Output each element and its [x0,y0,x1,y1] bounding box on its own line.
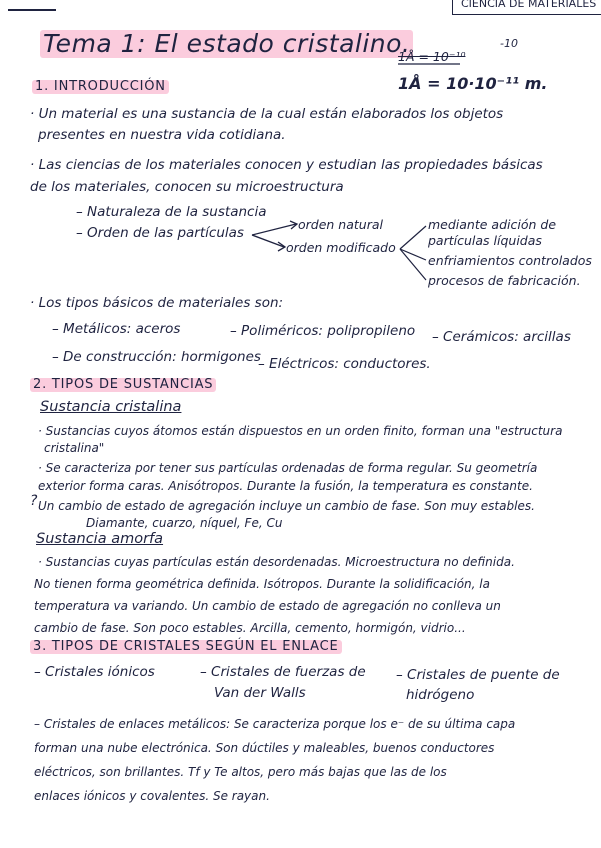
method-item: partículas líquidas [428,233,542,248]
material-type-electricos: – Eléctricos: conductores. [258,356,431,372]
crystal-type-ionicos: – Cristales iónicos [34,664,155,680]
section-heading-introduccion: 1. INTRODUCCIÓN [32,80,169,94]
formula-superscript: -10 [500,37,518,50]
page-title: Tema 1: El estado cristalino. [40,30,413,58]
intro-paragraph-line: presentes en nuestra vida cotidiana. [38,127,286,143]
method-item: enfriamientos controlados [428,253,592,268]
intro-paragraph-line: · Un material es una sustancia de la cual están elaborados los objetos [30,106,504,122]
section-heading-tipos-sustancias: 2. TIPOS DE SUSTANCIAS [30,378,216,392]
amorph-paragraph-line: · Sustancias cuyas partículas están desordenadas. Microestructura no definida. [38,555,515,569]
crystal-type-van-der-walls-line2: Van der Walls [214,685,306,701]
material-type-ceramicos: – Cerámicos: arcillas [432,329,571,345]
formula-main: 1Å = 10·10⁻¹¹ m. [398,74,548,93]
material-types-intro: · Los tipos básicos de materiales son: [30,295,284,311]
list-item-naturaleza: – Naturaleza de la sustancia [76,204,267,220]
top-left-stroke [8,9,56,11]
arrow-to-method-3 [400,249,426,280]
arrow-to-order-modified [252,235,284,247]
crystal-examples: Diamante, cuarzo, níquel, Fe, Cu [86,516,283,530]
crystal-paragraph-line: · Sustancias cuyos átomos están dispuestos en un orden finito, forman una "estructura [38,424,563,438]
arrow-head [278,242,285,251]
subheading-sustancia-amorfa: Sustancia amorfa [36,531,164,547]
metal-paragraph-line: enlaces iónicos y covalentes. Se rayan. [34,789,270,803]
section-heading-tipos-cristales: 3. TIPOS DE CRISTALES SEGÚN EL ENLACE [30,640,342,654]
arrow-head [290,221,297,229]
amorph-paragraph-line: cambio de fase. Son poco estables. Arcilla, cemento, hormigón, vidrio... [34,621,466,635]
subject-label: CIENCIA DE MATERIALES [461,0,597,10]
crystal-paragraph-line: Un cambio de estado de agregación incluye un cambio de fase. Son muy estables. [38,499,535,513]
crystal-paragraph-line: · Se caracteriza por tener sus partículas ordenadas de forma regular. Su geometría [38,461,538,475]
subject-label-box [452,0,601,15]
crystal-type-puente-hidrogeno-line2: hidrógeno [406,687,475,703]
order-natural-label: orden natural [298,217,383,232]
crystal-type-puente-hidrogeno: – Cristales de puente de [396,667,560,683]
margin-question-mark: ? [30,493,38,509]
amorph-paragraph-line: temperatura va variando. Un cambio de estado de agregación no conlleva un [34,599,501,613]
arrow-to-method-2 [400,249,426,260]
intro-paragraph-line: · Las ciencias de los materiales conocen y estudian las propiedades básicas [30,157,543,173]
material-type-polimericos: – Poliméricos: polipropileno [230,323,416,339]
list-item-orden: – Orden de las partículas [76,225,244,241]
arrow-to-method-1 [400,226,426,249]
intro-paragraph-line: de los materiales, conocen su microestructura [30,179,344,195]
method-item: mediante adición de [428,217,557,232]
material-type-construccion: – De construcción: hormigones [52,349,261,365]
metal-paragraph-line: forman una nube electrónica. Son dúctiles y maleables, buenos conductores [34,741,495,755]
arrow-to-order-natural [252,224,296,235]
subheading-sustancia-cristalina: Sustancia cristalina [40,399,182,415]
crystal-paragraph-line: exterior forma caras. Anisótropos. Durante la fusión, la temperatura es constante. [38,479,533,493]
metal-paragraph-line: eléctricos, son brillantes. Tf y Te altos, pero más bajas que las de los [34,765,447,779]
amorph-paragraph-line: No tienen forma geométrica definida. Isótropos. Durante la solidificación, la [34,577,490,591]
crystal-paragraph-line: cristalina" [44,441,105,455]
metal-paragraph-line: – Cristales de enlaces metálicos: Se caracteriza porque los e⁻ de su última capa [34,717,516,731]
material-type-metalicos: – Metálicos: aceros [52,321,181,337]
order-modified-label: orden modificado [286,240,396,255]
crystal-type-van-der-walls: – Cristales de fuerzas de [200,664,366,680]
formula-crossed: 1Å = 10⁻¹⁰ [398,49,466,64]
method-item: procesos de fabricación. [428,273,581,288]
